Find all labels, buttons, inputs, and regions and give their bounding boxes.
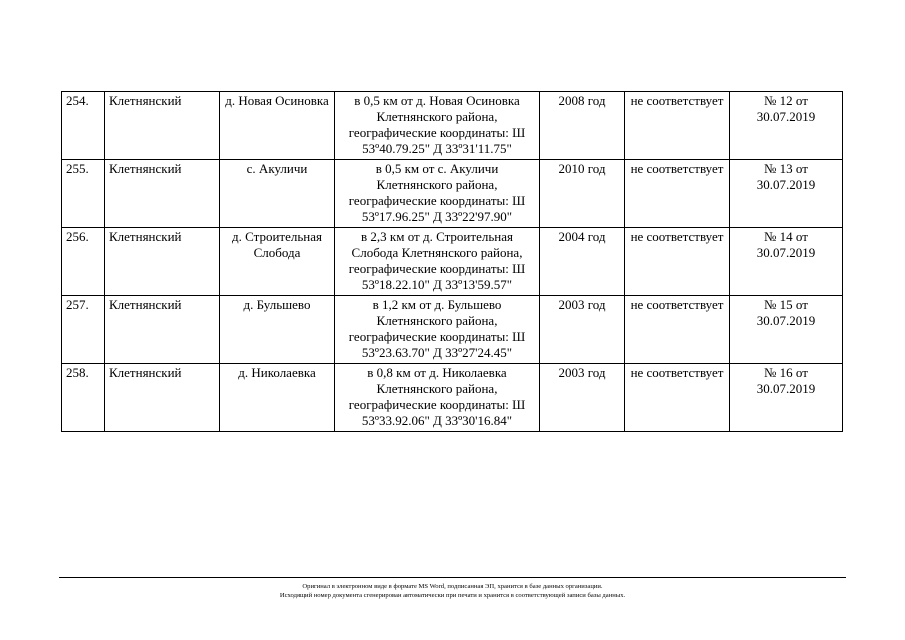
document-cell: № 15 от 30.07.2019 bbox=[730, 296, 843, 364]
district-cell: Клетнянский bbox=[105, 296, 220, 364]
registry-table bbox=[61, 91, 843, 432]
footer-note-original: Оригинал в электронном виде в формате MS Word, подписанная ЭП, хранится в базе данных организации. bbox=[302, 583, 603, 590]
status-cell: не соответствует bbox=[625, 364, 730, 432]
year-cell: 2010 год bbox=[540, 160, 625, 228]
location-cell: в 1,2 км от д. Бульшево Клетнянского района, географические координаты: Ш 53º23.63.70" Д 33º27'24.45" bbox=[335, 296, 540, 364]
location-cell: в 0,5 км от с. Акуличи Клетнянского района, географические координаты: Ш 53º17.96.25" Д 33º22'97.90" bbox=[335, 160, 540, 228]
settlement-cell: д. Строительная Слобода bbox=[220, 228, 335, 296]
row-number: 254. bbox=[62, 92, 105, 160]
year-cell: 2008 год bbox=[540, 92, 625, 160]
settlement-cell: с. Акуличи bbox=[220, 160, 335, 228]
year-cell: 2003 год bbox=[540, 364, 625, 432]
district-cell: Клетнянский bbox=[105, 160, 220, 228]
location-cell: в 0,8 км от д. Николаевка Клетнянского района, географические координаты: Ш 53º33.92.06" Д 33º30'16.84" bbox=[335, 364, 540, 432]
year-cell: 2003 год bbox=[540, 296, 625, 364]
document-cell: № 13 от 30.07.2019 bbox=[730, 160, 843, 228]
document-cell: № 14 от 30.07.2019 bbox=[730, 228, 843, 296]
footer-divider bbox=[59, 577, 846, 578]
settlement-cell: д. Бульшево bbox=[220, 296, 335, 364]
district-cell: Клетнянский bbox=[105, 228, 220, 296]
location-cell: в 0,5 км от д. Новая Осиновка Клетнянского района, географические координаты: Ш 53º40.79.25" Д 33º31'11.75" bbox=[335, 92, 540, 160]
table-row bbox=[62, 92, 843, 160]
settlement-cell: д. Николаевка bbox=[220, 364, 335, 432]
status-cell: не соответствует bbox=[625, 296, 730, 364]
document-cell: № 16 от 30.07.2019 bbox=[730, 364, 843, 432]
status-cell: не соответствует bbox=[625, 92, 730, 160]
location-cell: в 2,3 км от д. Строительная Слобода Клетнянского района, географические координаты: Ш 53º18.22.10" Д 33º13'59.57" bbox=[335, 228, 540, 296]
table-row bbox=[62, 296, 843, 364]
row-number: 258. bbox=[62, 364, 105, 432]
table-row bbox=[62, 364, 843, 432]
row-number: 257. bbox=[62, 296, 105, 364]
table-row bbox=[62, 228, 843, 296]
footer-note-outgoing-number: Исходящий номер документа сгенерирован автоматически при печати и хранится в соответствующей записи базы данных. bbox=[279, 592, 626, 599]
settlement-cell: д. Новая Осиновка bbox=[220, 92, 335, 160]
year-cell: 2004 год bbox=[540, 228, 625, 296]
table-row bbox=[62, 160, 843, 228]
district-cell: Клетнянский bbox=[105, 92, 220, 160]
row-number: 256. bbox=[62, 228, 105, 296]
row-number: 255. bbox=[62, 160, 105, 228]
status-cell: не соответствует bbox=[625, 160, 730, 228]
document-cell: № 12 от 30.07.2019 bbox=[730, 92, 843, 160]
status-cell: не соответствует bbox=[625, 228, 730, 296]
district-cell: Клетнянский bbox=[105, 364, 220, 432]
